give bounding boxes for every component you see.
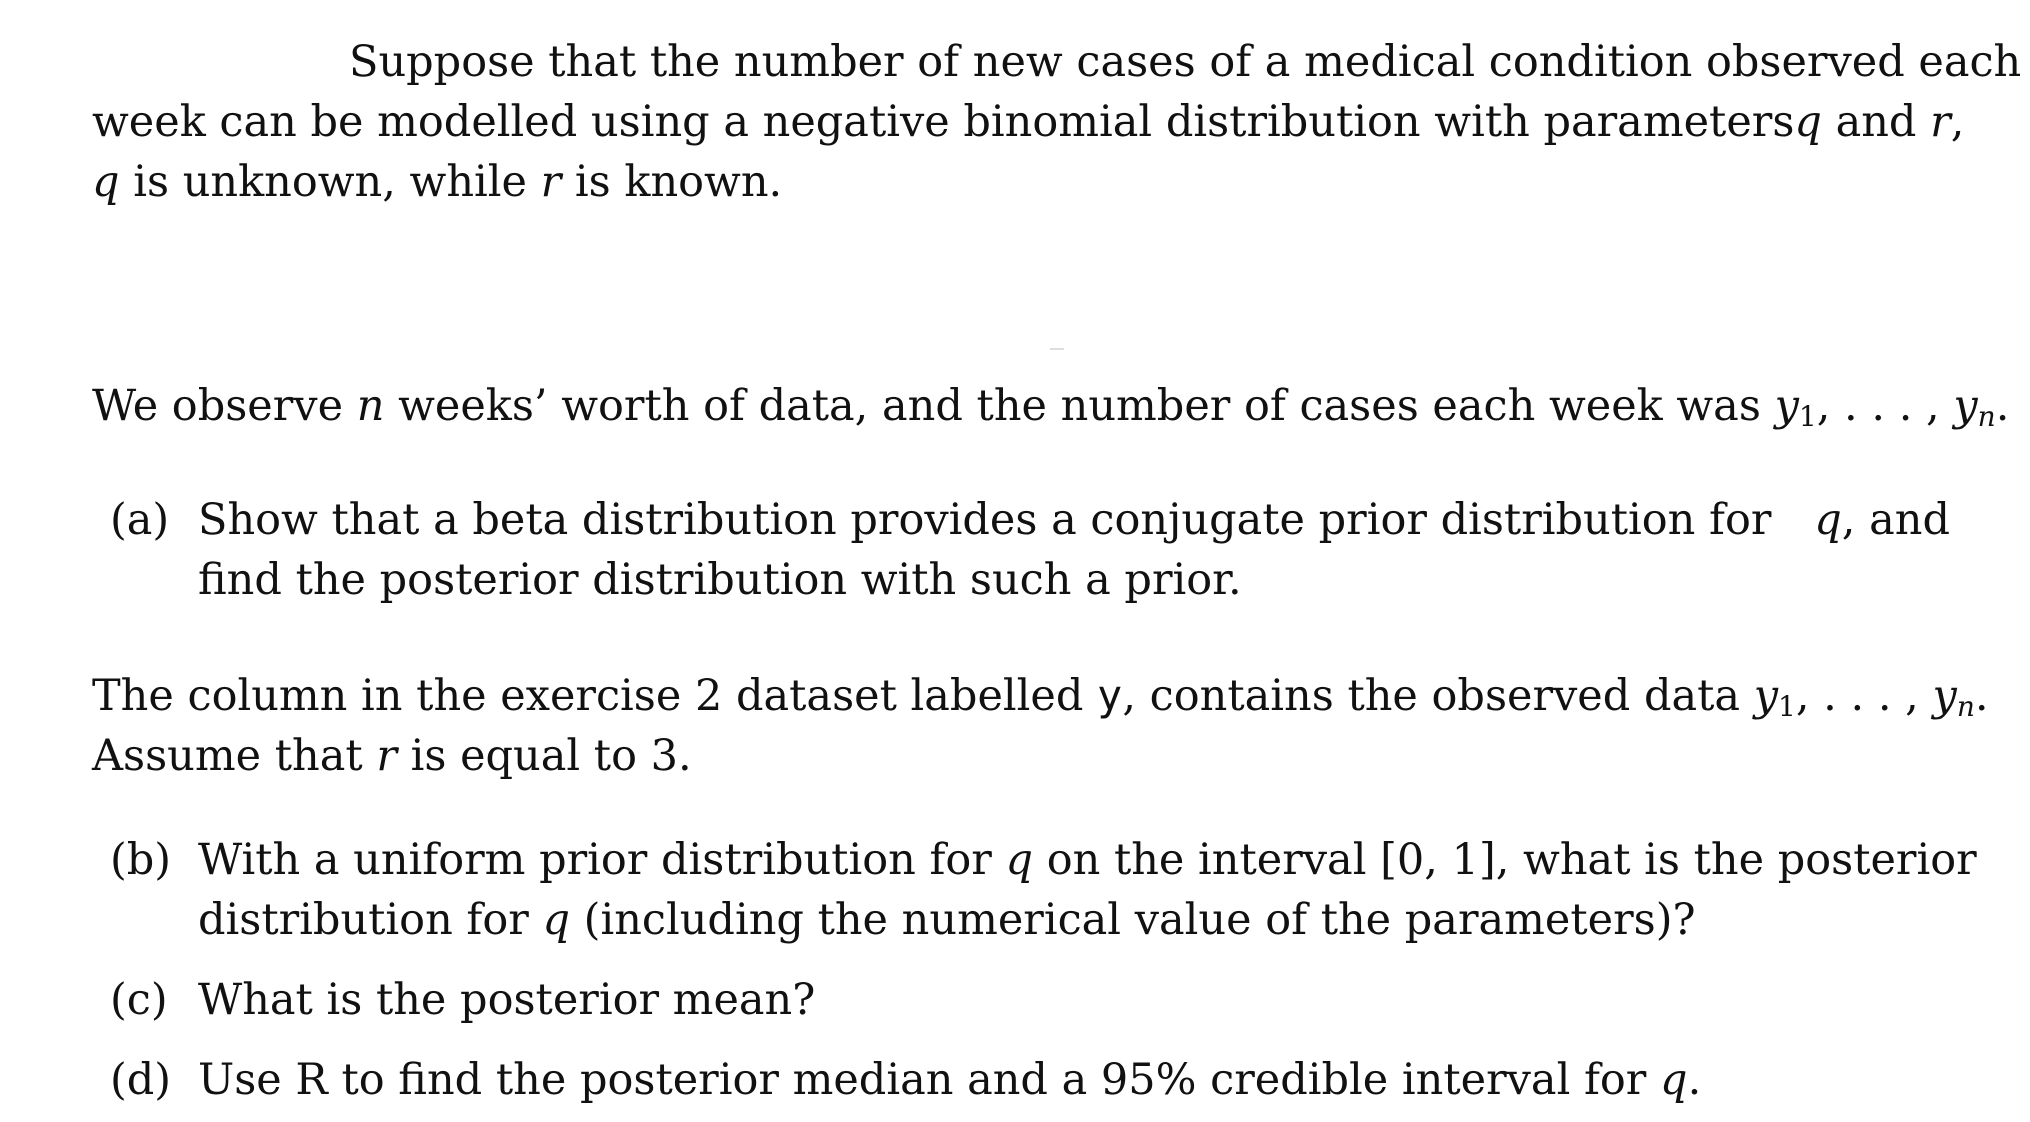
intro-text-2: week can be modelled using a negative binomial distribution with parameters (92, 97, 1795, 147)
part-d-text: Use R to find the posterior median and a 95% credible interval for q. (198, 1055, 1702, 1105)
part-c-text: What is the posterior mean? (198, 975, 816, 1025)
observe-text: We observe n weeks’ worth of data, and the number of cases each week was (92, 381, 1775, 431)
dataset-sequence: $y_1$, . . . , $y_n$. (1753, 671, 1989, 723)
scan-artifact (1050, 348, 1064, 350)
intro-line-2 (92, 92, 1965, 152)
part-a-label: (a) (110, 495, 170, 545)
intro-line-3: q is unknown, while r is known. (92, 157, 783, 207)
part-a-line-2: find the posterior distribution with such a prior. (198, 555, 1242, 605)
intro-text-1: Suppose that the number of new cases of a medical condition observed each (349, 37, 2022, 87)
dataset-variable: y (1097, 671, 1123, 720)
part-b-line-2: distribution for q (including the numerical value of the parameters)? (198, 895, 1696, 945)
intro-line-2-end: q and r, (1794, 97, 1965, 147)
observe-line (92, 376, 2010, 447)
part-b-label: (b) (110, 835, 172, 885)
part-b-line-1: With a uniform prior distribution for q on the interval [0, 1], what is the posterior (198, 835, 1977, 885)
part-d-label: (d) (110, 1055, 172, 1105)
dataset-line-1: The column in the exercise 2 dataset labelled y, contains the observed data $y_1$, . . . , $y_n$. (92, 666, 1950, 737)
observe-sequence: $y_1$, . . . , $y_n$. (1774, 381, 2010, 433)
part-a-line-1: Show that a beta distribution provides a conjugate prior distribution for q, and (198, 495, 1950, 545)
part-c-label: (c) (110, 975, 168, 1025)
dataset-line-2: Assume that r is equal to 3. (92, 731, 692, 781)
intro-line-1 (349, 32, 2021, 92)
